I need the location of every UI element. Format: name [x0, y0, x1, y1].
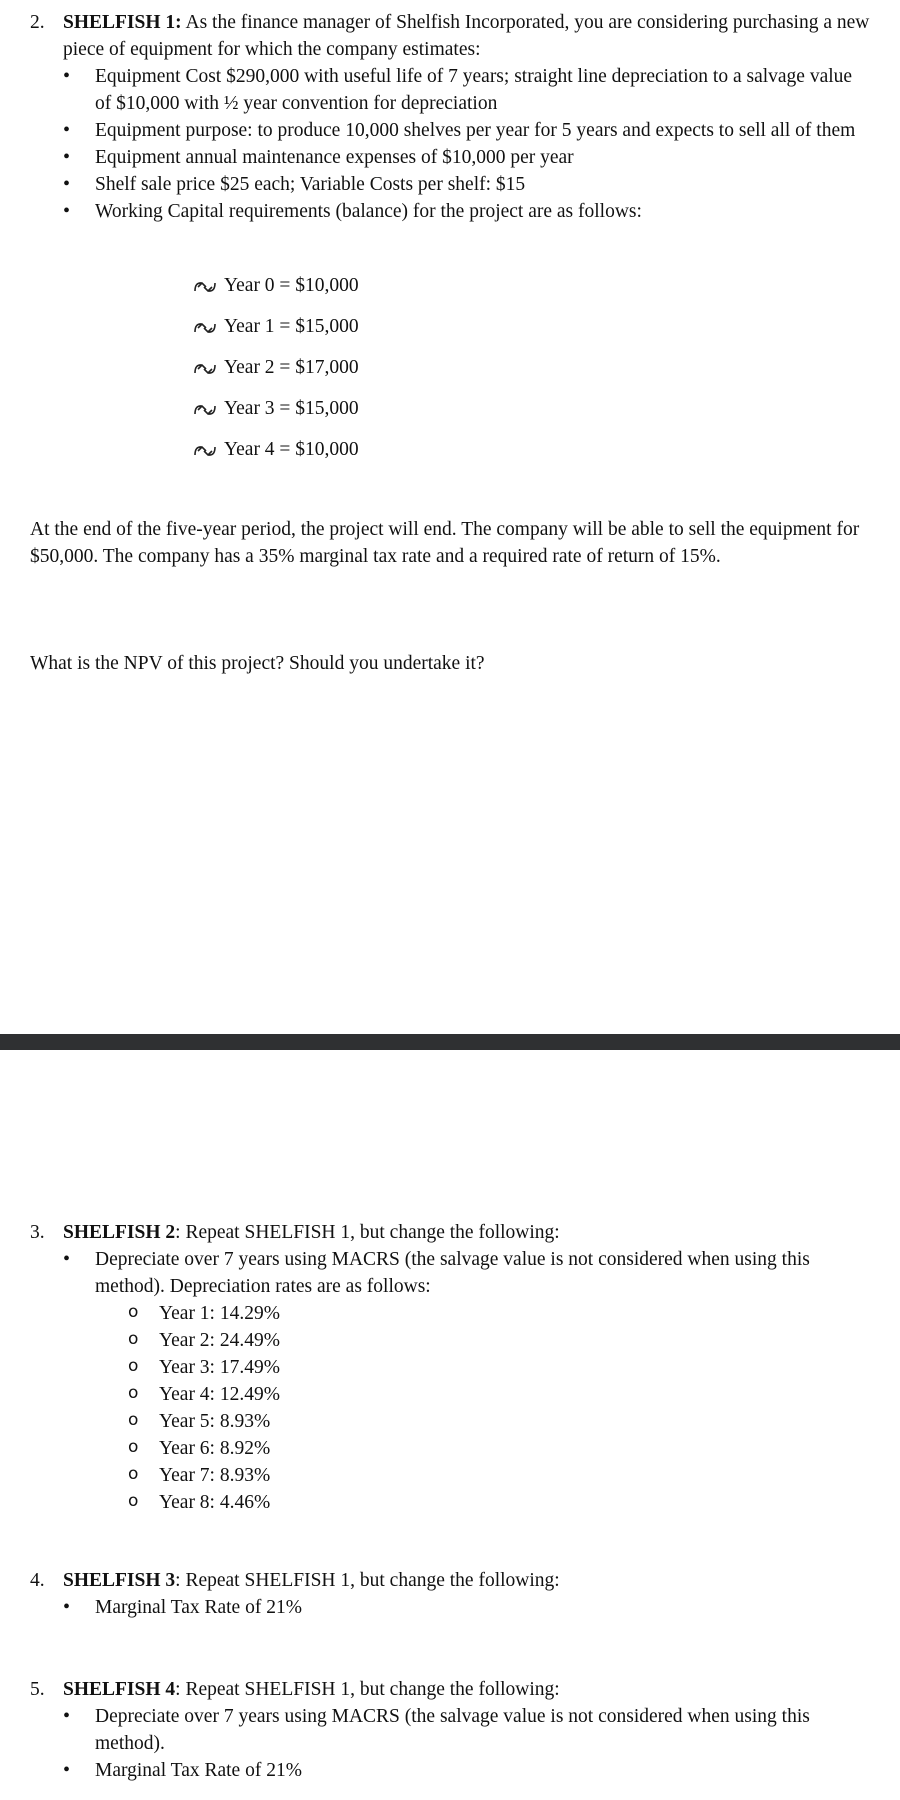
bullet-list [30, 1703, 870, 1784]
question-prompt: What is the NPV of this project? Should you undertake it? [30, 653, 485, 674]
working-capital-list [192, 265, 359, 470]
question-intro: As the finance manager of Shelfish Incorporated, you are considering purchasing a new piece of equipment for which the company estimates: [63, 12, 870, 60]
wc-year-1: Year 1 = $15,000 [224, 316, 359, 337]
list-item: • Marginal Tax Rate of 21% [30, 1757, 870, 1784]
question-3 [30, 1219, 870, 1516]
question-4 [30, 1567, 870, 1621]
cross-arrow-icon [192, 277, 218, 295]
question-title: SHELFISH 1: [63, 12, 182, 33]
question-intro: : Repeat SHELFISH 1, but change the following: [175, 1679, 560, 1700]
list-item [192, 429, 359, 470]
closing-paragraph: At the end of the five-year period, the project will end. The company will be able to sell the equipment for $50,000. The company has a 35% marginal tax rate and a required rate of return of 15%. [30, 519, 860, 567]
list-item: o Year 1: 14.29% [30, 1300, 870, 1327]
list-item [192, 388, 359, 429]
cross-arrow-icon [192, 318, 218, 336]
list-item: • Working Capital requirements (balance) for the project are as follows: [30, 198, 870, 225]
bullet-list [30, 1594, 870, 1621]
cross-arrow-icon [192, 441, 218, 459]
question-number: 4. [30, 1570, 45, 1591]
list-item [192, 306, 359, 347]
question-2 [30, 9, 870, 225]
bullet-list [30, 63, 870, 225]
list-item: • Shelf sale price $25 each; Variable Costs per shelf: $15 [30, 171, 870, 198]
question-5 [30, 1676, 870, 1784]
bullet-list [30, 1246, 870, 1516]
wc-year-0: Year 0 = $10,000 [224, 275, 359, 296]
list-item [192, 347, 359, 388]
question-intro: : Repeat SHELFISH 1, but change the following: [175, 1222, 560, 1243]
list-item: o Year 8: 4.46% [30, 1489, 870, 1516]
question-title: SHELFISH 4 [63, 1679, 176, 1700]
list-item: • Equipment Cost $290,000 with useful life of 7 years; straight line depreciation to a salvage value of $10,000 with ½ year convention for depreciation [30, 63, 870, 117]
list-item [192, 265, 359, 306]
question-title: SHELFISH 3 [63, 1570, 176, 1591]
list-item: • Equipment purpose: to produce 10,000 shelves per year for 5 years and expects to sell all of them [30, 117, 870, 144]
list-item: o Year 3: 17.49% [30, 1354, 870, 1381]
cross-arrow-icon [192, 359, 218, 377]
question-number: 2. [30, 12, 45, 33]
wc-year-3: Year 3 = $15,000 [224, 398, 359, 419]
question-intro: : Repeat SHELFISH 1, but change the following: [175, 1570, 560, 1591]
question-number: 3. [30, 1222, 45, 1243]
list-item: o Year 6: 8.92% [30, 1435, 870, 1462]
list-item: o Year 7: 8.93% [30, 1462, 870, 1489]
list-item: o Year 4: 12.49% [30, 1381, 870, 1408]
cross-arrow-icon [192, 400, 218, 418]
list-item: • Equipment annual maintenance expenses of $10,000 per year [30, 144, 870, 171]
list-item: • Depreciate over 7 years using MACRS (the salvage value is not considered when using this method). [30, 1703, 870, 1757]
list-item: • Depreciate over 7 years using MACRS (the salvage value is not considered when using this method). Depreciation rates are as follows: o Year 1: 14.29% o Year 2: 24.49% o Year 3: 17.49% o Year 4: 12.49% o Year 5: 8.93% o Year 6: 8.92% o Year 7: 8.93% o Year 8: 4.46% [30, 1246, 870, 1516]
list-item: • Marginal Tax Rate of 21% [30, 1594, 870, 1621]
question-number: 5. [30, 1679, 45, 1700]
list-item: o Year 2: 24.49% [30, 1327, 870, 1354]
page-divider [0, 1034, 900, 1050]
list-item: o Year 5: 8.93% [30, 1408, 870, 1435]
question-title: SHELFISH 2 [63, 1222, 176, 1243]
wc-year-4: Year 4 = $10,000 [224, 439, 359, 460]
wc-year-2: Year 2 = $17,000 [224, 357, 359, 378]
depreciation-rates-list [30, 1300, 870, 1516]
